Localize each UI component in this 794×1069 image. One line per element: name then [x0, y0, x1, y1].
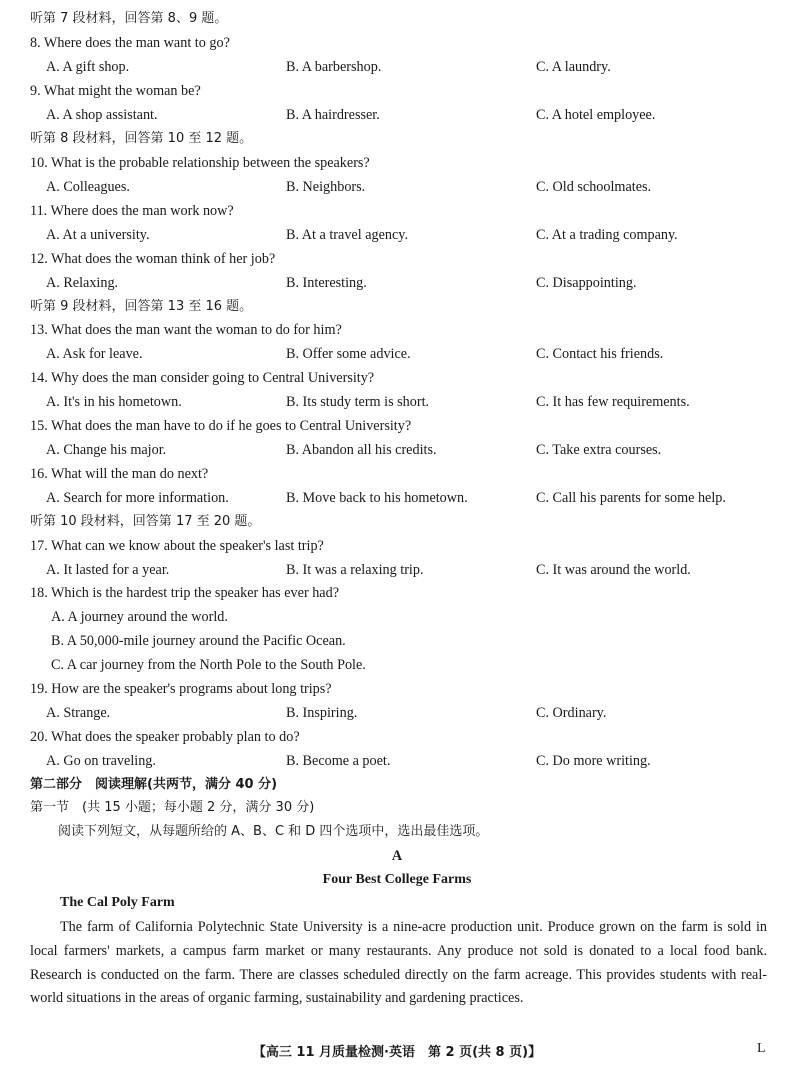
option-a[interactable]: A. It's in his hometown. — [46, 394, 182, 410]
option-c[interactable]: C. A laundry. — [536, 59, 611, 75]
part-2-section-1-heading: 第一节 (共 15 小题；每小题 2 分，满分 30 分) — [30, 800, 315, 815]
option-b[interactable]: B. Its study term is short. — [286, 394, 430, 410]
question-19: 19. How are the speaker's programs about long trips? — [30, 681, 332, 697]
question-8-options — [30, 56, 770, 78]
question-10: 10. What is the probable relationship between the speakers? — [30, 155, 370, 171]
section-7-heading: 听第 7 段材料，回答第 8、9 题。 — [30, 11, 228, 26]
reading-instructions: 阅读下列短文，从每题所给的 A、B、C 和 D 四个选项中，选出最佳选项。 — [58, 824, 489, 839]
option-c[interactable]: C. Disappointing. — [536, 275, 637, 291]
question-8: 8. Where does the man want to go? — [30, 35, 230, 51]
question-12-options — [30, 272, 770, 294]
question-18-option-a-row — [30, 606, 770, 628]
option-c[interactable]: C. Old schoolmates. — [536, 179, 652, 195]
question-10-options — [30, 176, 770, 198]
sub-title: The Cal Poly Farm — [60, 895, 175, 910]
option-c[interactable]: C. Contact his friends. — [536, 346, 664, 362]
question-17: 17. What can we know about the speaker's last trip? — [30, 538, 324, 554]
option-b[interactable]: B. Neighbors. — [286, 179, 366, 195]
question-9-options — [30, 104, 770, 126]
section-9-heading: 听第 9 段材料，回答第 13 至 16 题。 — [30, 299, 253, 314]
option-c[interactable]: C. Take extra courses. — [536, 442, 662, 458]
question-16-options — [30, 487, 770, 509]
question-20: 20. What does the speaker probably plan to do? — [30, 729, 300, 745]
option-a[interactable]: A. Strange. — [46, 705, 111, 721]
question-18-option-c-row — [30, 654, 770, 676]
option-b[interactable]: B. Inspiring. — [286, 705, 358, 721]
option-a[interactable]: A. Relaxing. — [46, 275, 119, 291]
question-15-options — [30, 439, 770, 461]
option-b[interactable]: B. At a travel agency. — [286, 227, 408, 243]
option-b[interactable]: B. It was a relaxing trip. — [286, 562, 424, 578]
option-c[interactable]: C. It has few requirements. — [536, 394, 690, 410]
option-b[interactable]: B. Interesting. — [286, 275, 367, 291]
option-a[interactable]: A. Go on traveling. — [46, 753, 156, 769]
footer-version-mark: L — [757, 1041, 766, 1056]
question-15: 15. What does the man have to do if he goes to Central University? — [30, 418, 412, 434]
option-a[interactable]: A. A shop assistant. — [46, 107, 158, 123]
option-c[interactable]: C. It was around the world. — [536, 562, 691, 578]
option-b[interactable]: B. Offer some advice. — [286, 346, 411, 362]
option-b[interactable]: B. Move back to his hometown. — [286, 490, 468, 506]
question-14-options — [30, 391, 770, 413]
option-b[interactable]: B. Become a poet. — [286, 753, 391, 769]
question-16: 16. What will the man do next? — [30, 466, 209, 482]
option-a[interactable]: A. It lasted for a year. — [46, 562, 170, 578]
option-a[interactable]: A. At a university. — [46, 227, 150, 243]
option-a[interactable]: A. Search for more information. — [46, 490, 229, 506]
passage-letter: A — [391, 848, 403, 864]
page-footer: 【高三 11 月质量检测·英语 第 2 页(共 8 页)】 — [252, 1045, 542, 1060]
option-a[interactable]: A. Change his major. — [46, 442, 167, 458]
question-20-options — [30, 750, 770, 772]
option-c[interactable]: C. Call his parents for some help. — [536, 490, 726, 506]
option-c[interactable]: C. Ordinary. — [536, 705, 607, 721]
question-9: 9. What might the woman be? — [30, 83, 201, 99]
option-a[interactable]: A. A gift shop. — [46, 59, 130, 75]
passage-title: Four Best College Farms — [322, 872, 472, 887]
passage-paragraph: The farm of California Polytechnic State University is a nine-acre production unit. Produce grown on the farm is sold in local farmers' markets, a campus farm market or many restaurants. Any produce not sold is donated to a local food bank. Research is conducted on the farm. There are classes scheduled directly on the farm acreage. This provides students with real-world situations in the areas of organic farming, sustainability and gardening practices. — [30, 919, 767, 1007]
option-c[interactable]: C. At a trading company. — [536, 227, 678, 243]
section-8-heading: 听第 8 段材料，回答第 10 至 12 题。 — [30, 131, 253, 146]
part-2-heading: 第二部分 阅读理解(共两节，满分 40 分) — [30, 777, 278, 792]
section-10-heading: 听第 10 段材料，回答第 17 至 20 题。 — [30, 514, 261, 529]
question-11: 11. Where does the man work now? — [30, 203, 234, 219]
option-a[interactable]: A. Colleagues. — [46, 179, 130, 195]
question-14: 14. Why does the man consider going to Central University? — [30, 370, 375, 386]
option-b[interactable]: B. A hairdresser. — [286, 107, 380, 123]
question-19-options — [30, 702, 770, 724]
option-c[interactable]: C. A car journey from the North Pole to the South Pole. — [51, 657, 366, 673]
option-b[interactable]: B. Abandon all his credits. — [286, 442, 437, 458]
question-17-options — [30, 559, 770, 581]
question-13: 13. What does the man want the woman to do for him? — [30, 322, 342, 338]
option-a[interactable]: A. Ask for leave. — [46, 346, 143, 362]
question-13-options — [30, 343, 770, 365]
option-c[interactable]: C. Do more writing. — [536, 753, 651, 769]
option-a[interactable]: A. A journey around the world. — [51, 609, 228, 625]
question-18-option-b-row — [30, 630, 770, 652]
question-11-options — [30, 224, 770, 246]
option-c[interactable]: C. A hotel employee. — [536, 107, 656, 123]
option-b[interactable]: B. A barbershop. — [286, 59, 382, 75]
question-18: 18. Which is the hardest trip the speaker has ever had? — [30, 585, 339, 601]
option-b[interactable]: B. A 50,000-mile journey around the Pacific Ocean. — [51, 633, 346, 649]
question-12: 12. What does the woman think of her job? — [30, 251, 276, 267]
